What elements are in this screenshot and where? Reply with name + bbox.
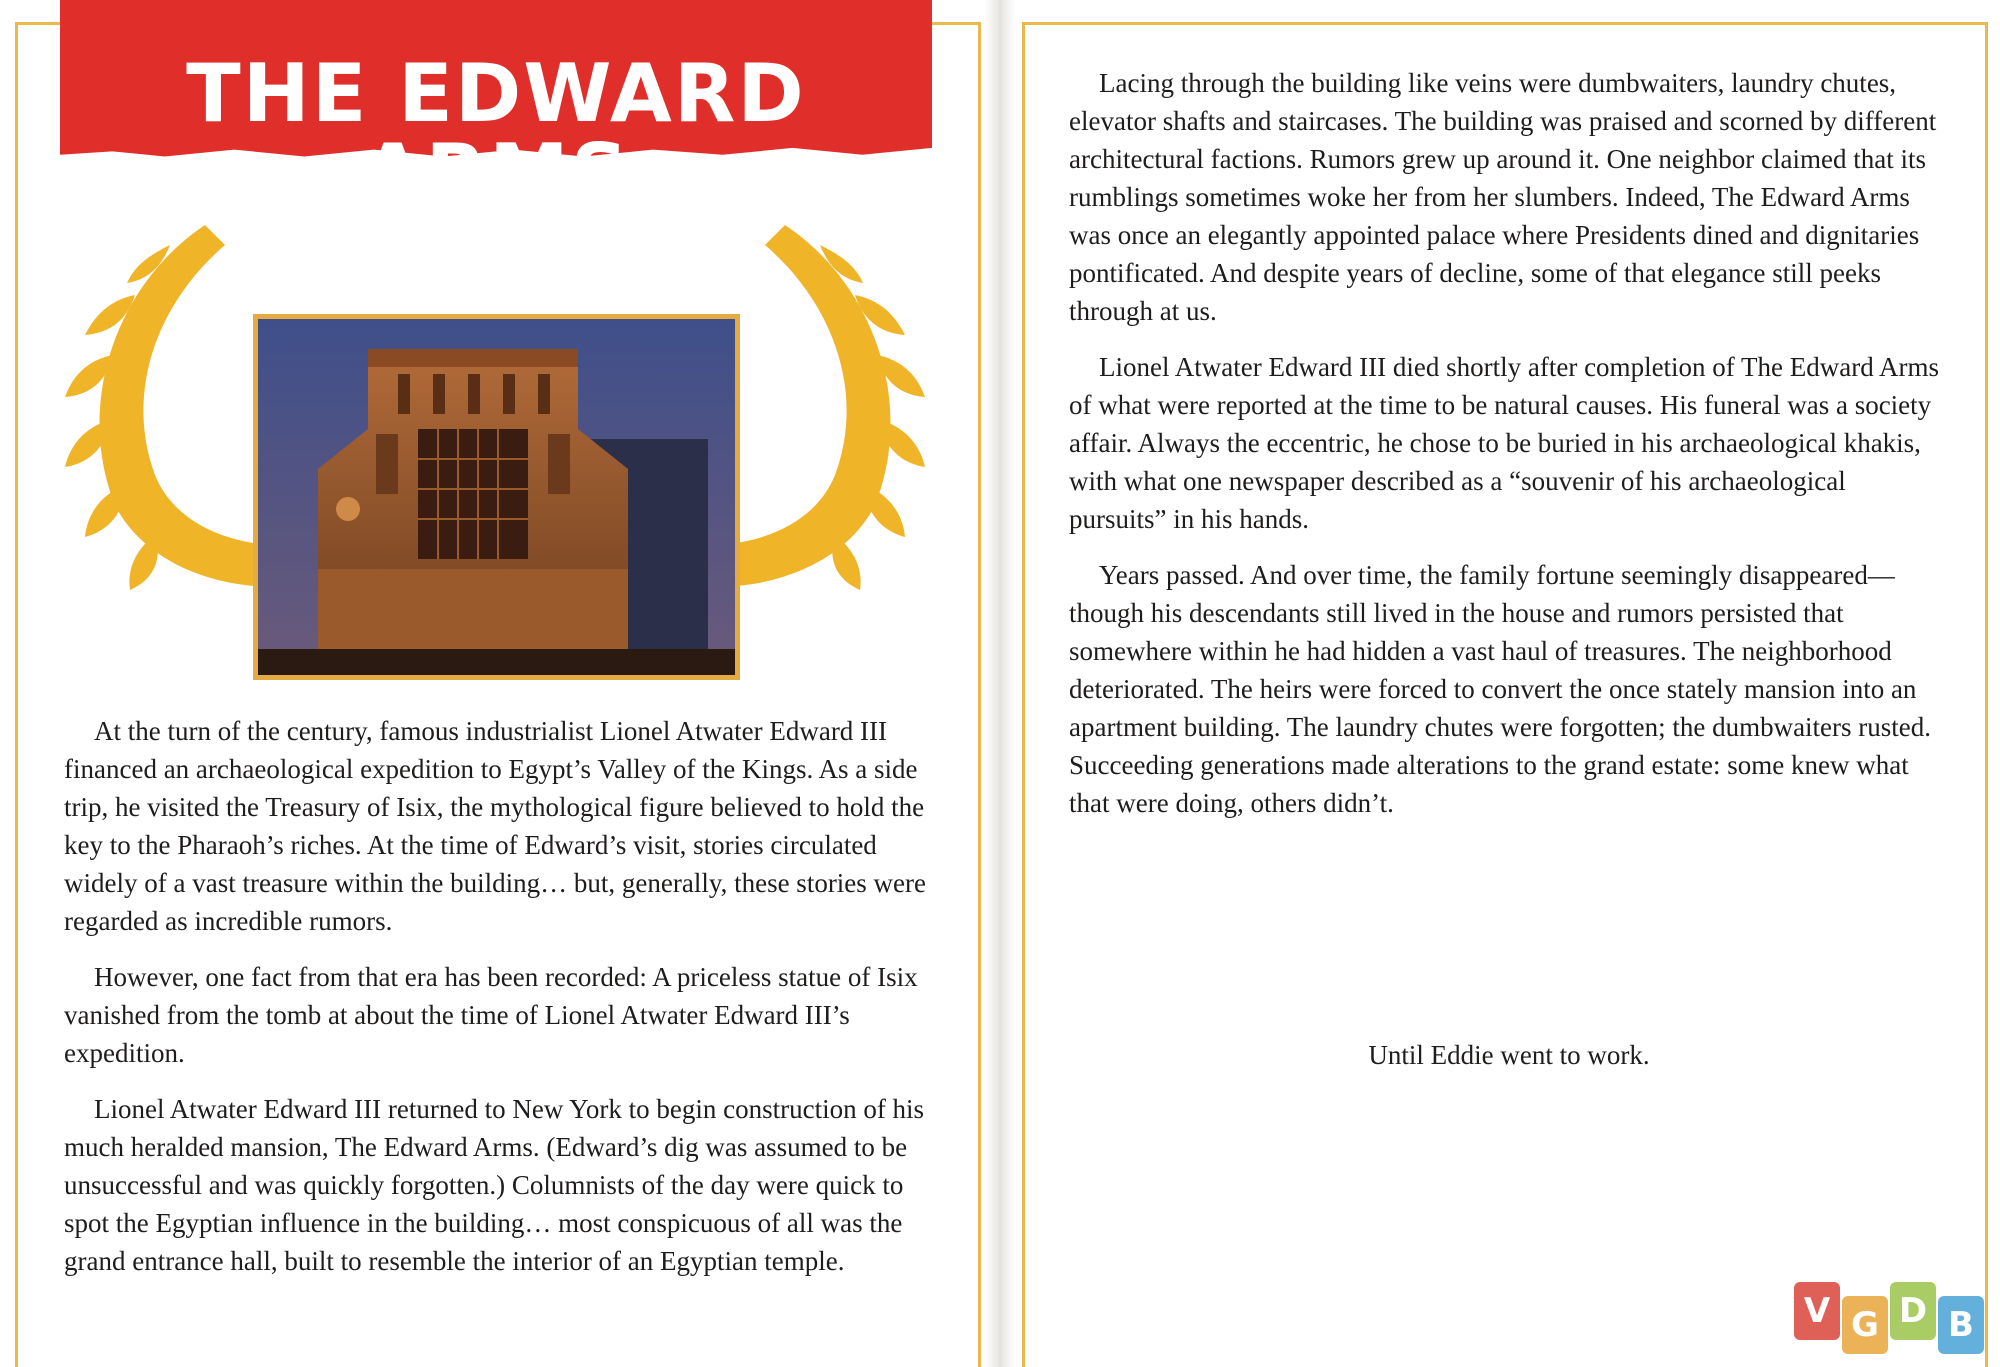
watermark-tile-v: V xyxy=(1794,1282,1840,1340)
paragraph: At the turn of the century, famous industrialist Lionel Atwater Edward III financed an archaeological expedition to Egypt’s Valley of the Kings. As a side trip, he visited the Treasury of Isix, the mythological figure believed to hold the key to the Pharaoh’s riches. At the time of Edward’s visit, stories circulated widely of a vast treasure within the building… but, generally, these stories were regarded as incredible rumors. xyxy=(64,716,927,936)
paragraph: Years passed. And over time, the family fortune seemingly disappeared—though his descendants still lived in the house and rumors persisted that somewhere within he had hidden a vast haul of treasures. The neighborhood deteriorated. The heirs were forced to convert the once stately mansion into an apartment building. The laundry chutes were forgotten; the dumbwaiters rusted. Succeeding generations made alterations to the grand estate: some knew what that were doing, others didn’t. xyxy=(1069,560,1932,818)
vgdb-watermark-logo xyxy=(1794,1282,1990,1362)
paragraph: However, one fact from that era has been recorded: A priceless statue of Isix vanished from the tomb at about the time of Lionel Atwater Edward III’s expedition. xyxy=(64,962,918,1068)
paragraph: Lionel Atwater Edward III returned to New York to begin construction of his much heralded mansion, The Edward Arms. (Edward’s dig was assumed to be unsuccessful and was quickly forgotten.) Columnists of the day were quick to spot the Egyptian influence in the building… most conspicuous of all was the grand entrance hall, built to resemble the interior of an Egyptian temple. xyxy=(64,1094,925,1276)
building-photo xyxy=(258,319,735,675)
watermark-tile-d: D xyxy=(1890,1282,1936,1340)
closing-line: Until Eddie went to work. xyxy=(1368,1040,1650,1070)
left-page-text xyxy=(64,712,934,1298)
watermark-tile-g: G xyxy=(1842,1296,1888,1354)
paragraph: Lacing through the building like veins were dumbwaiters, laundry chutes, elevator shafts and staircases. The building was praised and scorned by different architectural factions. Rumors grew up around it. One neighbor claimed that its rumblings sometimes woke her from her slumbers. Indeed, The Edward Arms was once an elegantly appointed palace where Presidents dined and dignitaries pontificated. And despite years of decline, some of that elegance still peeks through at us. xyxy=(1069,68,1937,326)
page-title: THE EDWARD ARMS xyxy=(186,47,806,220)
paragraph: Lionel Atwater Edward III died shortly after completion of The Edward Arms of what were reported at the time to be natural causes. His funeral was a society affair. Always the eccentric, he chose to be buried in his archaeological khakis, with what one newspaper described as a “souvenir of his archaeological pursuits” in his hands. xyxy=(1069,352,1940,534)
right-page-text xyxy=(1069,64,1949,840)
page-gutter xyxy=(985,0,1015,1367)
watermark-tile-b: B xyxy=(1938,1296,1984,1354)
photo-frame xyxy=(253,314,740,680)
